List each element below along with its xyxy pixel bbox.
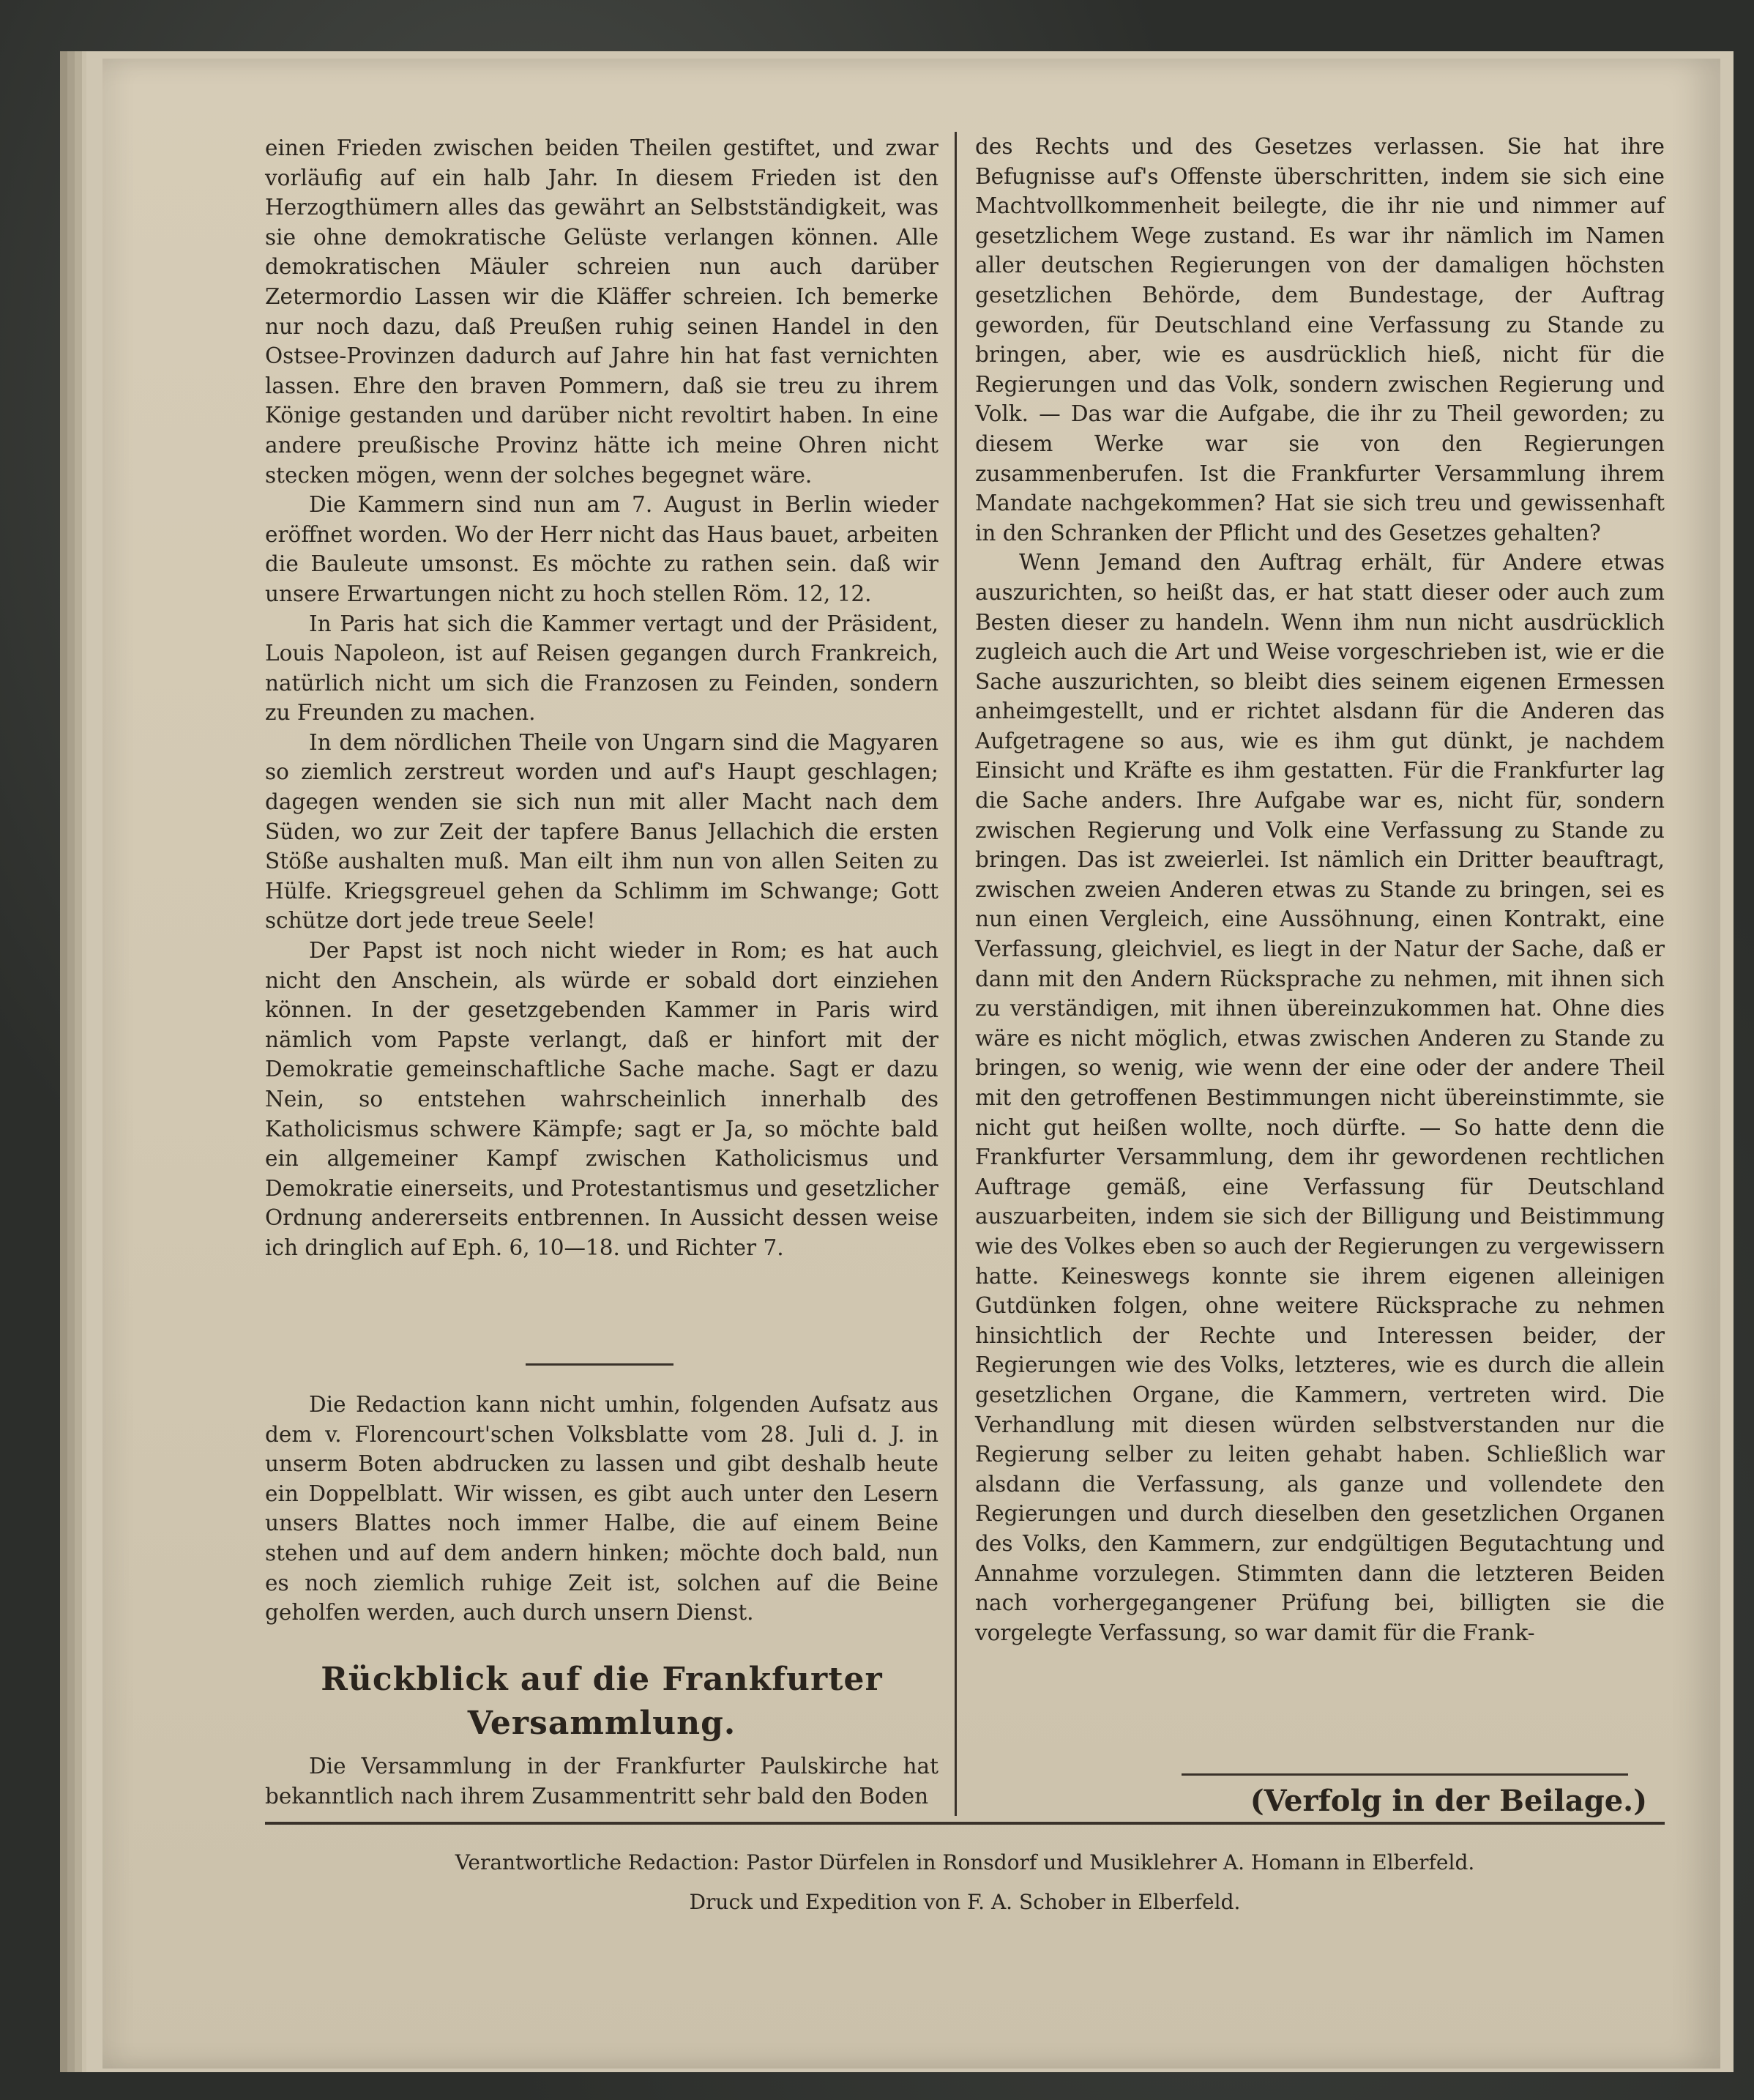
imprint-editors: Verantwortliche Redaction: Pastor Dürfelen in Ronsdorf und Musiklehrer A. Homann in Elberfeld.: [455, 1850, 1475, 1874]
right-column: [975, 132, 1665, 1647]
continued-rule: [1182, 1773, 1628, 1776]
notice-paragraph: Die Redaction kann nicht umhin, folgenden Aufsatz aus dem v. Florencourt'schen Volksblatte vom 28. Juli d. J. in unserm Boten abdrucken zu lassen und gibt deshalb heute ein Doppelblatt. Wir wissen, es gibt auch unter den Lesern unsers Blattes noch immer Halbe, die auf einem Beine stehen und auf dem andern hinken; möchte doch bald, nun es noch ziemlich ruhige Zeit ist, solchen auf die Beine geholfen werden, auch durch unsern Dienst.: [265, 1392, 938, 1626]
article-intro-paragraph: Die Versammlung in der Frankfurter Paulskirche hat bekanntlich nach ihrem Zusammentritt sehr bald den Boden: [265, 1754, 938, 1809]
left-paragraph-1: einen Frieden zwischen beiden Theilen gestiftet, und zwar vorläufig auf ein halb Jahr. In diesem Frieden ist den Herzogthümern alles das gewährt an Selbstständigkeit, was sie ohne demokratische Gelüste verlangen können. Alle demokratischen Mäuler schreien nun auch darüber Zetermordio Lassen wir die Kläffer schreien. Ich bemerke nur noch dazu, daß Preußen ruhig seinen Handel in den Ostsee-Provinzen dadurch auf Jahre hin hat fast vernichten lassen. Ehre den braven Pommern, daß sie treu zu ihrem Könige gestanden und darüber nicht revoltirt haben. In eine andere preußische Provinz hätte ich meine Ohren nicht stecken mögen, wenn der solches begegnet wäre.: [265, 135, 938, 488]
footer-rule: [265, 1822, 1665, 1825]
redaction-notice: [265, 1390, 938, 1628]
right-paragraph-1: des Rechts und des Gesetzes verlassen. Sie hat ihre Befugnisse auf's Offenste überschritten, indem sie sich eine Machtvollkommenheit beilegte, die ihr nie und nimmer auf gesetzlichem Wege zustand. Es war ihr nämlich im Namen aller deutschen Regierungen von der damaligen höchsten gesetzlichen Behörde, dem Bundestage, der Auftrag geworden, für Deutschland eine Verfassung zu Stande zu bringen, aber, wie es ausdrücklich hieß, nicht für die Regierungen und das Volk, sondern zwischen Regierung und Volk. — Das war die Aufgabe, die ihr zu Theil geworden; zu diesem Werke war sie von den Regierungen zusammenberufen. Ist die Frankfurter Versammlung ihrem Mandate nachgekommen? Hat sie sich treu und gewissenhaft in den Schranken der Pflicht und des Gesetzes gehalten?: [975, 134, 1665, 546]
column-divider: [955, 132, 957, 1816]
left-paragraph-4: In dem nördlichen Theile von Ungarn sind die Magyaren so ziemlich zerstreut worden und auf's Haupt geschlagen; dagegen wenden sie sich nun mit aller Macht nach dem Süden, wo zur Zeit der tapfere Banus Jellachich die ersten Stöße aushalten muß. Man eilt ihm nun von allen Seiten zu Hülfe. Kriegsgreuel gehen da Schlimm im Schwange; Gott schütze dort jede treue Seele!: [265, 729, 938, 934]
section-separator: [526, 1363, 673, 1366]
left-column: [265, 133, 938, 1263]
left-paragraph-5: Der Papst ist noch nicht wieder in Rom; es hat auch nicht den Anschein, als würde er sobald dort einziehen können. In der gesetzgebenden Kammer in Paris wird nämlich vom Papste verlangt, daß er hinfort mit der Demokratie gemeinschaftliche Sache mache. Sagt er dazu Nein, so entstehen wahrscheinlich innerhalb des Katholicismus schwere Kämpfe; sagt er Ja, so möchte bald ein allgemeiner Kampf zwischen Katholicismus und Demokratie einerseits, und Protestantismus und gesetzlicher Ordnung andererseits entbrennen. In Aussicht dessen weise ich dringlich auf Eph. 6, 10—18. und Richter 7.: [265, 938, 938, 1260]
article-intro: [265, 1751, 938, 1811]
left-paragraph-3: In Paris hat sich die Kammer vertagt und der Präsident, Louis Napoleon, ist auf Reisen gegangen durch Frankreich, natürlich nicht um sich die Franzosen zu Feinden, sondern zu Freunden zu machen.: [265, 611, 938, 726]
continued-note: (Verfolg in der Beilage.): [1250, 1784, 1647, 1818]
article-heading: Rückblick auf die Frankfurter Versammlung.: [321, 1661, 883, 1742]
left-paragraph-2: Die Kammern sind nun am 7. August in Berlin wieder eröffnet worden. Wo der Herr nicht das Haus bauet, arbeiten die Bauleute umsonst. Es möchte zu rathen sein. daß wir unsere Erwartungen nicht zu hoch stellen Röm. 12, 12.: [265, 492, 938, 606]
imprint-printer: Druck und Expedition von F. A. Schober in Elberfeld.: [689, 1890, 1241, 1914]
right-paragraph-2: Wenn Jemand den Auftrag erhält, für Andere etwas auszurichten, so heißt das, er hat statt dieser oder auch zum Besten dieser zu handeln. Wenn ihm nun nicht ausdrücklich zugleich auch die Art und Weise vorgeschrieben ist, wie er die Sache auszurichten, so bleibt dies seinem eigenen Ermessen anheimgestellt, und er richtet alsdann für die Anderen das Aufgetragene so aus, wie es ihm gut dünkt, je nachdem Einsicht und Kräfte es ihm gestatten. Für die Frankfurter lag die Sache anders. Ihre Aufgabe war es, nicht für, sondern zwischen Regierung und Volk eine Verfassung zu Stande zu bringen. Das ist zweierlei. Ist nämlich ein Dritter beauftragt, zwischen zweien Anderen etwas zu Stande zu bringen, sei es nun einen Vergleich, eine Aussöhnung, einen Kontrakt, eine Verfassung, gleichviel, es liegt in der Natur der Sache, daß er dann mit den Andern Rücksprache zu nehmen, mit ihnen sich zu verständigen, mit ihnen übereinzukommen hat. Ohne dies wäre es nicht möglich, etwas zwischen Anderen zu Stande zu bringen, so wenig, wie wenn der eine oder der andere Theil mit den getroffenen Bestimmungen nicht übereinstimmte, sie nicht gut heißen wollte, noch dürfte. — So hatte denn die Frankfurter Versammlung, dem ihr gewordenen rechtlichen Auftrage gemäß, eine Verfassung für Deutschland auszuarbeiten, indem sie sich der Billigung und Beistimmung wie des Volkes eben so auch der Regierungen zu vergewissern hatte. Keineswegs konnte sie ihrem eigenen alleinigen Gutdünken folgen, ohne weitere Rücksprache zu nehmen hinsichtlich der Rechte und Interessen beider, der Regierungen wie des Volks, letzteres, wie es durch die allein gesetzlichen Organe, die Kammern, vertreten wird. Die Verhandlung mit diesen würden selbstverstanden nur die Regierung selber zu leiten gehabt haben. Schließlich war alsdann die Verfassung, als ganze und vollendete den Regierungen und durch dieselben den gesetzlichen Organen des Volks, den Kammern, zur endgültigen Begutachtung und Annahme vorzulegen. Stimmten dann die letzteren Beiden nach vorhergegangener Prüfung bei, billigten sie die vorgelegte Verfassung, so war damit für die Frank-: [975, 550, 1665, 1645]
